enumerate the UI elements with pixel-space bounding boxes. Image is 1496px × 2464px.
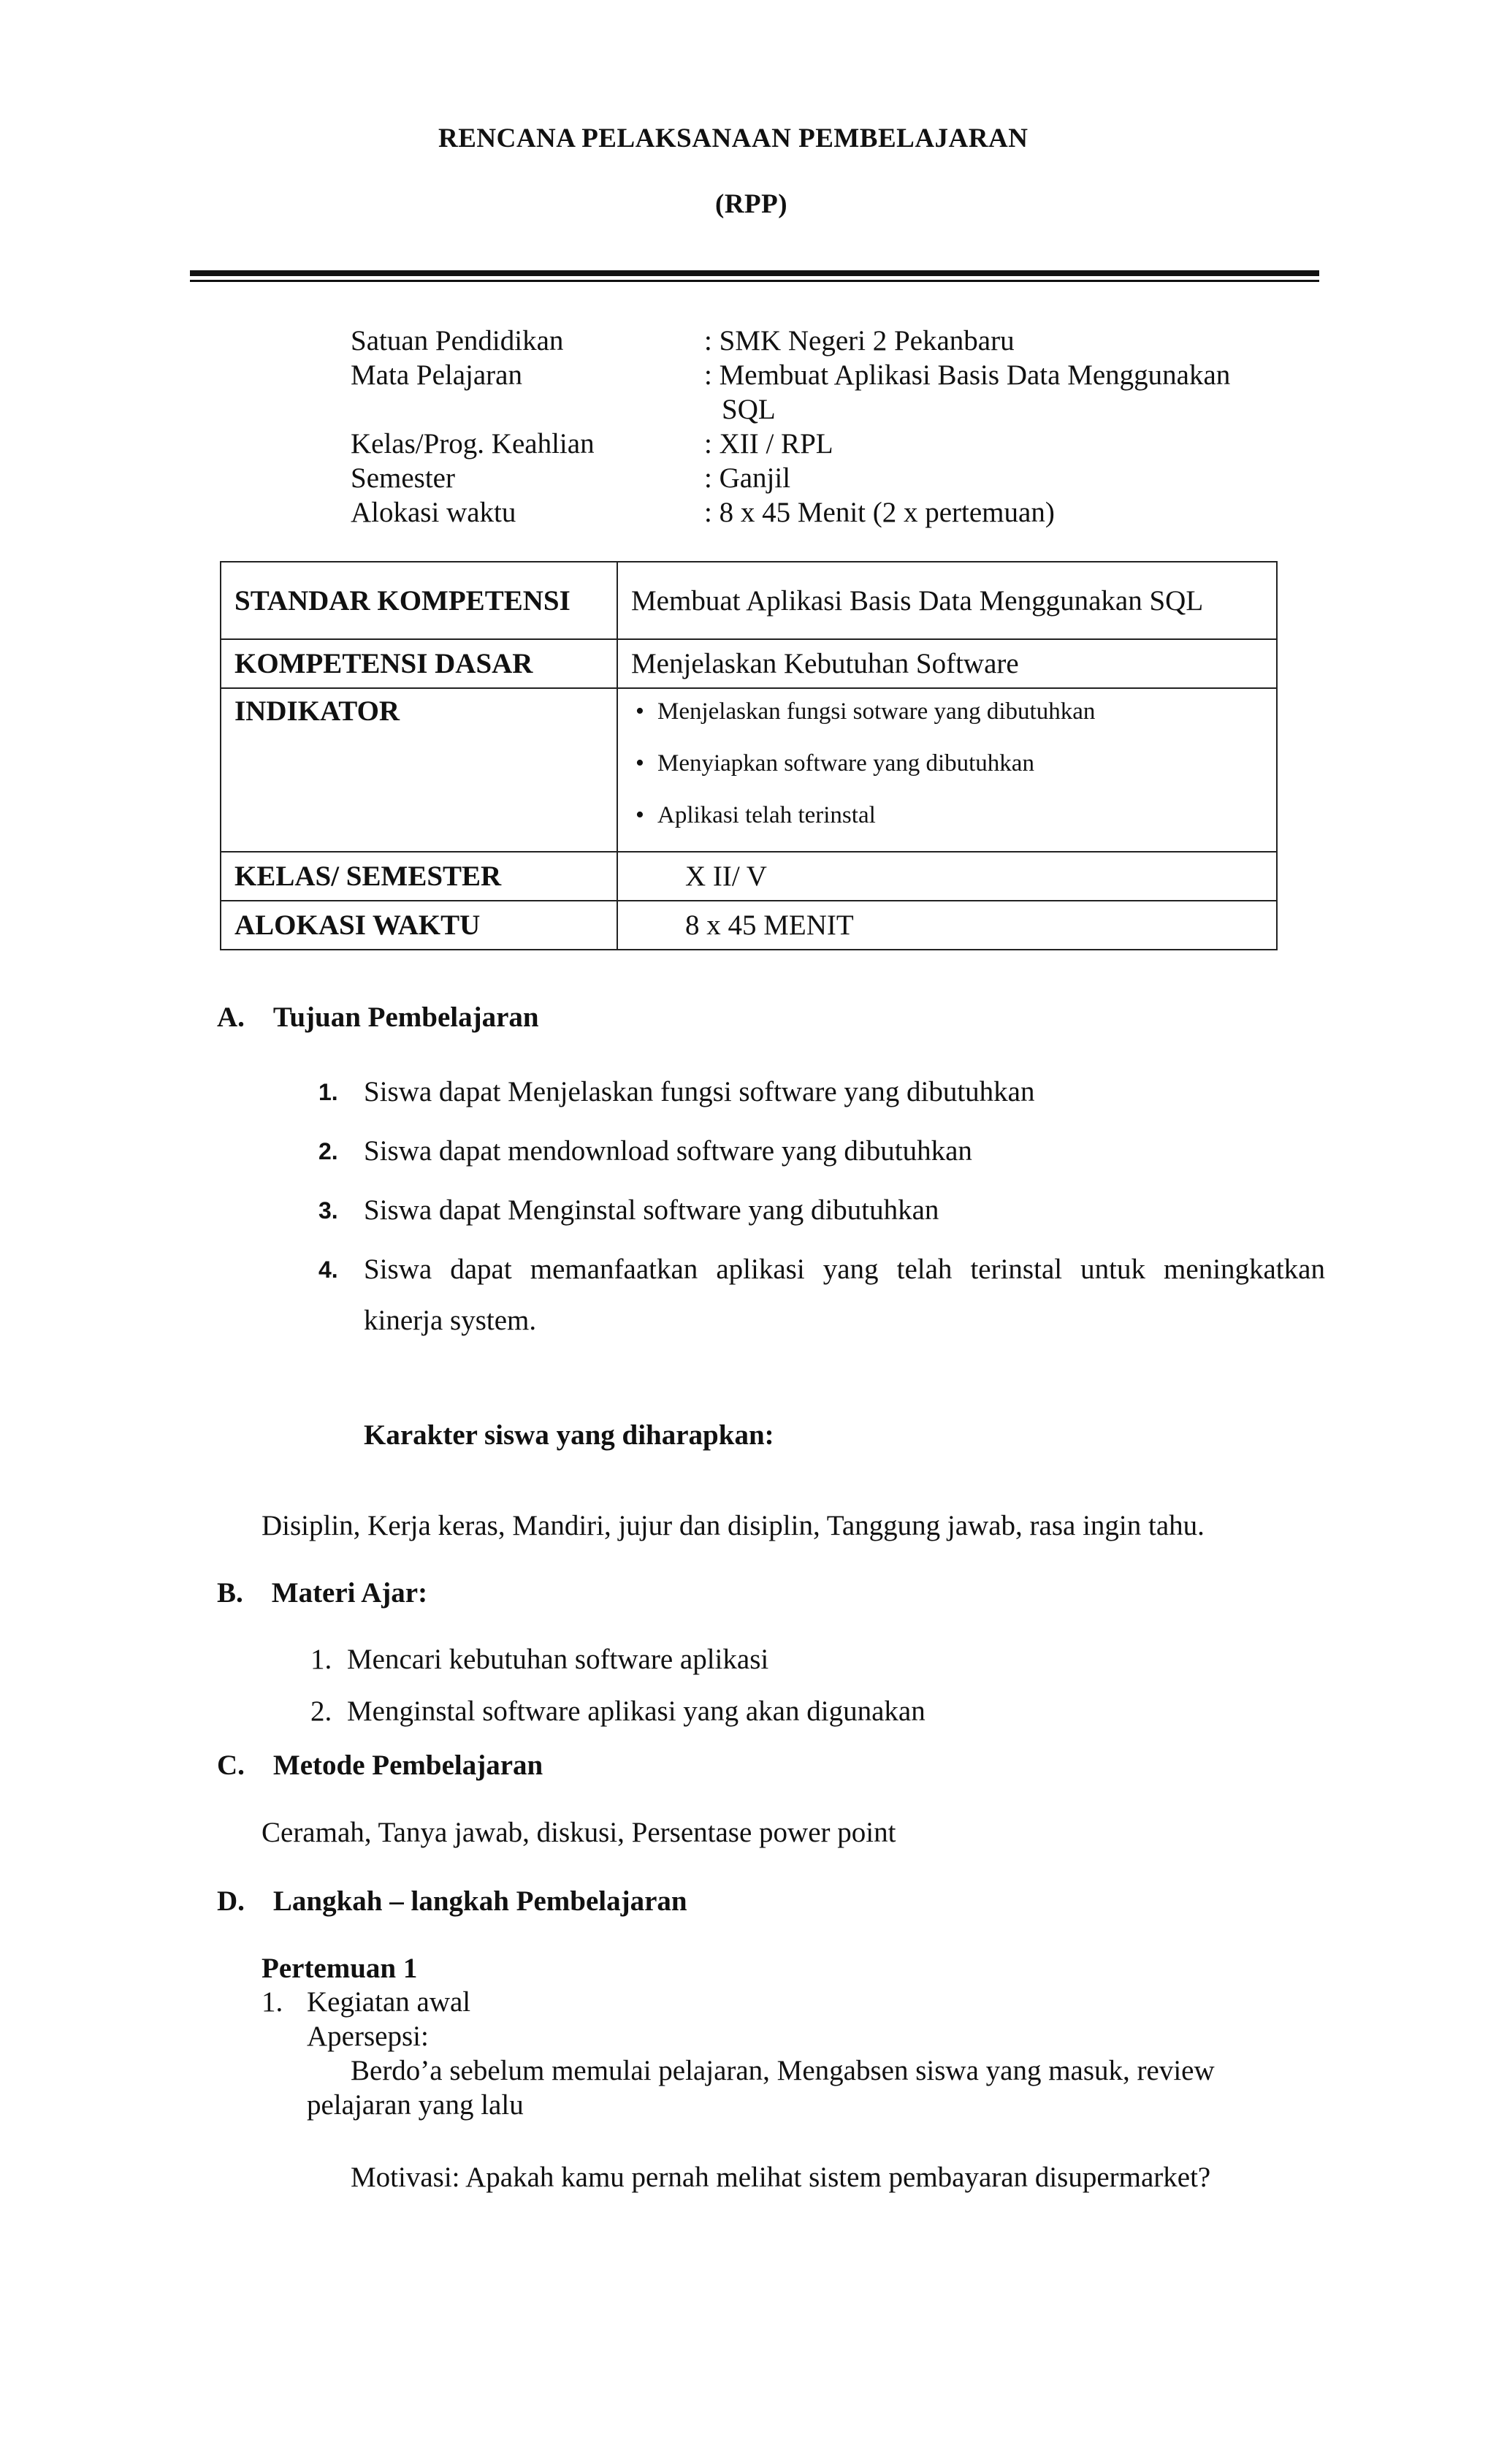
list-number: 2. [310, 1696, 332, 1727]
row-label: KELAS/ SEMESTER [221, 852, 617, 901]
document-subtitle: (RPP) [715, 189, 788, 219]
list-number: 2. [318, 1138, 338, 1164]
motivasi-text: Motivasi: Apakah kamu pernah melihat sistem pembayaran disupermarket? [351, 2162, 1211, 2193]
list-item: • Aplikasi telah terinstal [631, 797, 1275, 849]
identity-value-continued: SQL [722, 394, 776, 425]
list-item-continued: kinerja system. [364, 1305, 537, 1336]
identity-value: : 8 x 45 Menit (2 x pertemuan) [704, 497, 1055, 528]
list-number: 1. [318, 1079, 338, 1105]
identity-value: : SMK Negeri 2 Pekanbaru [704, 325, 1015, 356]
apersepsi-label: Apersepsi: [307, 2021, 429, 2052]
karakter-text: Disiplin, Kerja keras, Mandiri, jujur dan disiplin, Tanggung jawab, rasa ingin tahu. [262, 1510, 1205, 1541]
table-row [221, 562, 1277, 639]
table-row [221, 852, 1277, 901]
list-item: Siswa dapat memanfaatkan aplikasi yang telah terinstal untuk meningkatkan [364, 1254, 1325, 1285]
indicator-list [631, 693, 1275, 849]
section-c-heading: C. Metode Pembelajaran [217, 1750, 543, 1781]
row-label: ALOKASI WAKTU [221, 901, 617, 950]
row-value: Membuat Aplikasi Basis Data Menggunakan SQL [617, 562, 1277, 639]
section-a-heading: A. Tujuan Pembelajaran [217, 1002, 539, 1033]
list-number: 3. [318, 1197, 338, 1224]
identity-label: Kelas/Prog. Keahlian [351, 428, 595, 459]
identity-label: Satuan Pendidikan [351, 325, 564, 356]
apersepsi-text: Berdo’a sebelum memulai pelajaran, Mengabsen siswa yang masuk, review [351, 2055, 1215, 2086]
section-d-heading: D. Langkah – langkah Pembelajaran [217, 1885, 687, 1917]
row-label: KOMPETENSI DASAR [221, 639, 617, 688]
table-row [221, 901, 1277, 950]
list-item: Siswa dapat Menjelaskan fungsi software yang dibutuhkan [364, 1076, 1035, 1107]
header-rule-thin [190, 280, 1319, 282]
row-label: STANDAR KOMPETENSI [221, 562, 617, 639]
table-row [221, 639, 1277, 688]
identity-value: : XII / RPL [704, 428, 833, 459]
section-b-heading: B. Materi Ajar: [217, 1577, 428, 1609]
apersepsi-text-continued: pelajaran yang lalu [307, 2089, 524, 2121]
identity-label: Alokasi waktu [351, 497, 516, 528]
list-item: Siswa dapat Menginstal software yang dibutuhkan [364, 1194, 939, 1226]
pertemuan-heading: Pertemuan 1 [262, 1953, 418, 1984]
row-label: INDIKATOR [221, 688, 617, 852]
list-item: Menginstal software aplikasi yang akan digunakan [347, 1696, 926, 1727]
row-value: Menjelaskan Kebutuhan Software [617, 639, 1277, 688]
list-item: • Menjelaskan fungsi sotware yang dibutuhkan [631, 693, 1275, 745]
indicator-cell [617, 688, 1277, 852]
row-value: 8 x 45 MENIT [617, 901, 1277, 950]
table-row [221, 688, 1277, 852]
list-item: Siswa dapat mendownload software yang dibutuhkan [364, 1135, 972, 1167]
identity-value: : Membuat Aplikasi Basis Data Menggunakan [704, 359, 1231, 391]
identity-label: Semester [351, 462, 455, 494]
competency-table [220, 561, 1278, 950]
list-number: 1. [262, 1986, 283, 2018]
header-rule-thick [190, 270, 1319, 276]
list-item: Mencari kebutuhan software aplikasi [347, 1644, 769, 1675]
identity-value: : Ganjil [704, 462, 791, 494]
row-value: X II/ V [617, 852, 1277, 901]
document-title: RENCANA PELAKSANAAN PEMBELAJARAN [438, 123, 1028, 153]
section-c-text: Ceramah, Tanya jawab, diskusi, Persentase power point [262, 1817, 896, 1848]
list-number: 4. [318, 1256, 338, 1283]
karakter-heading: Karakter siswa yang diharapkan: [364, 1419, 774, 1451]
step-title: Kegiatan awal [307, 1986, 471, 2018]
identity-label: Mata Pelajaran [351, 359, 522, 391]
list-item: • Menyiapkan software yang dibutuhkan [631, 745, 1275, 797]
list-number: 1. [310, 1644, 332, 1675]
